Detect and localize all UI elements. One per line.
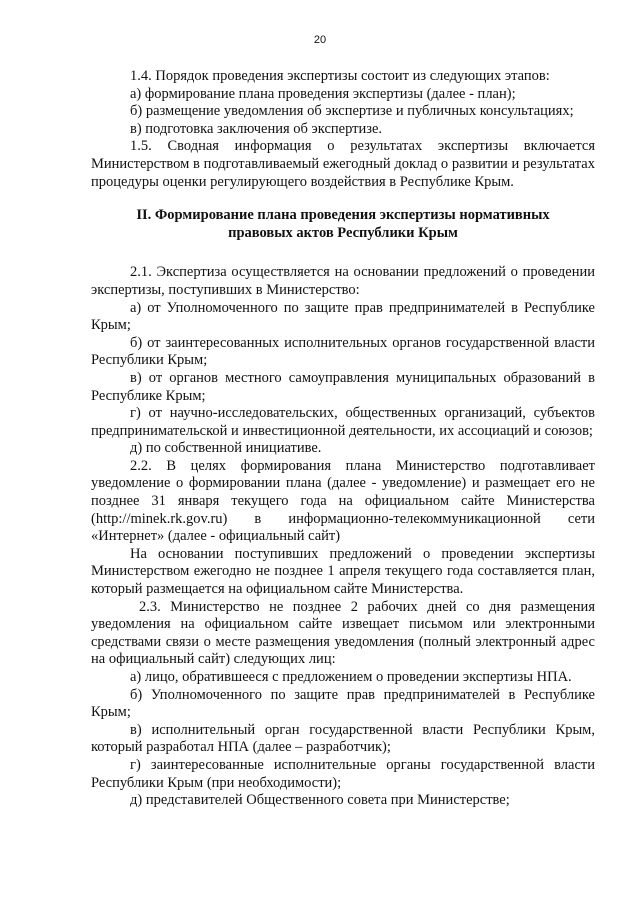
list-item-a: а) от Уполномоченного по защите прав предпринимателей в Республике Крым;: [91, 299, 595, 334]
list-item-d: д) представителей Общественного совета при Министерстве;: [130, 792, 510, 809]
paragraph-1-4: 1.4. Порядок проведения экспертизы состоит из следующих этапов:: [130, 68, 550, 84]
paragraph-2-2: 2.2. В целях формирования плана Министерство подготавливает уведомление о формировании плана (далее - уведомление) и размещает его не позднее 31 января текущего года на официальном сайте Министерства (http://minek.rk.gov.ru) в информационно-телекоммуникационной сети «Интернет» (далее - официальный сайт): [91, 457, 595, 545]
section-heading-line-2: правовых актов Республики Крым: [228, 224, 458, 241]
list-item-b: б) Уполномоченного по защите прав предпринимателей в Республике Крым;: [91, 686, 595, 721]
list-item-d: д) по собственной инициативе.: [130, 440, 322, 457]
paragraph-plan: На основании поступивших предложений о проведении экспертизы Министерством ежегодно не позднее 1 апреля текущего года составляется план, который размещается на официальном сайте Министерства.: [91, 545, 595, 598]
list-item-v: в) исполнительный орган государственной власти Республики Крым, который разработал НПА (далее – разработчик);: [91, 721, 595, 756]
spacer: [91, 254, 595, 264]
paragraph-2-1: 2.1. Экспертиза осуществляется на основании предложений о проведении экспертизы, поступивших в Министерство:: [91, 264, 595, 298]
list-item-a: а) лицо, обратившееся с предложением о проведении экспертизы НПА.: [130, 669, 572, 685]
section-heading-line-1: II. Формирование плана проведения экспертизы нормативных: [136, 207, 550, 224]
list-item-v: в) подготовка заключения об экспертизе.: [130, 120, 383, 137]
list-item-a: а) формирование плана проведения экспертизы (далее - план);: [130, 85, 516, 102]
paragraph-2-3: 2.3. Министерство не позднее 2 рабочих дней со дня размещения уведомления на официальном сайте извещает письмом или электронными средствами связи о месте размещения уведомления (полный электронный адрес на официальный сайт) следующих лиц:: [91, 598, 595, 668]
list-item-g: г) от научно-исследовательских, общественных организаций, субъектов предпринимательской и инвестиционной деятельности, их ассоциаций и союзов;: [91, 405, 595, 439]
page-number: 20: [313, 34, 327, 46]
page-content: [91, 68, 595, 810]
section-heading: [91, 207, 595, 242]
list-item-b: б) размещение уведомления об экспертизе и публичных консультациях;: [130, 103, 574, 120]
list-item-b: б) от заинтересованных исполнительных органов государственной власти Республики Крым;: [91, 334, 595, 369]
paragraph-1-5: 1.5. Сводная информация о результатах экспертизы включается Министерством в подготавливаемый ежегодный доклад о развитии и результатах процедуры оценки регулирующего воздействия в Республике Крым.: [91, 138, 595, 190]
list-item-v: в) от органов местного самоуправления муниципальных образований в Республике Крым;: [91, 369, 595, 404]
list-item-g: г) заинтересованные исполнительные органы государственной власти Республики Крым (при необходимости);: [91, 756, 595, 791]
